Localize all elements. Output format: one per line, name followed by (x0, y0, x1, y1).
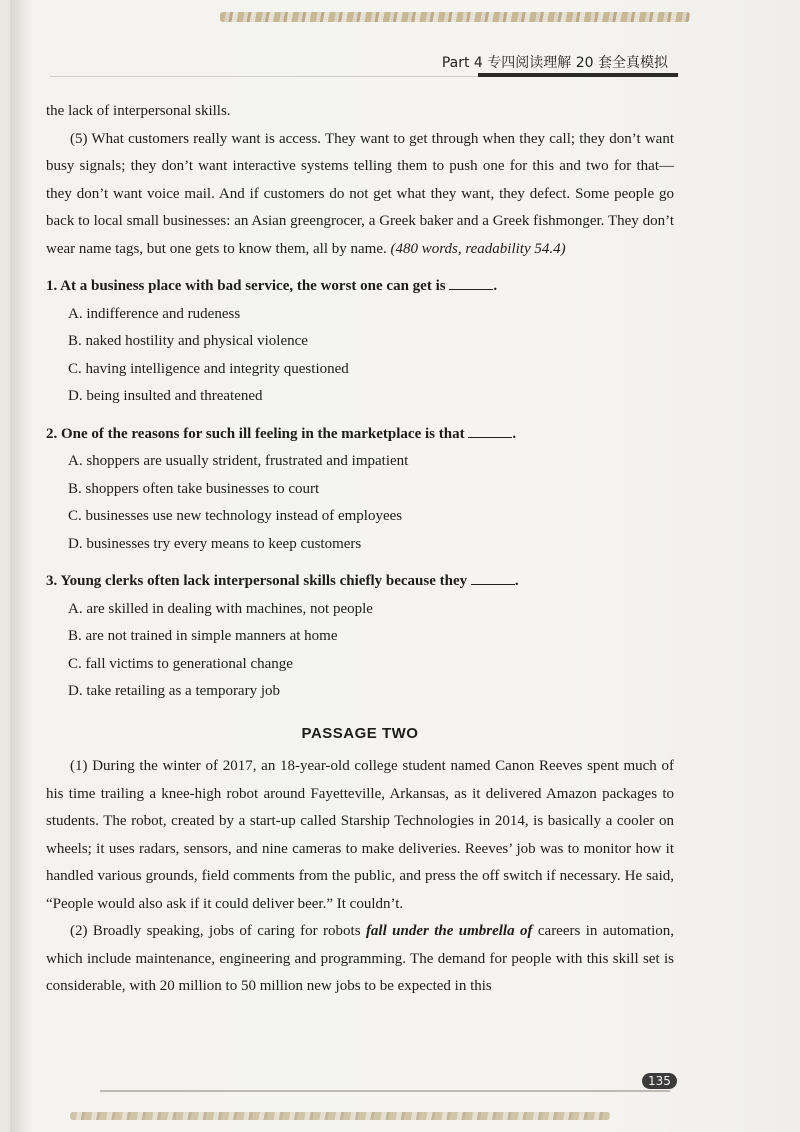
option-d: D. take retailing as a temporary job (68, 683, 281, 699)
option-a: A. are skilled in dealing with machines, not people (68, 600, 373, 617)
question-3 (46, 568, 674, 706)
answer-blank (471, 570, 515, 585)
header-rule-thin (50, 76, 478, 77)
option-d: D. being insulted and threatened (68, 388, 263, 404)
option-a: A. indifference and rudeness (68, 305, 241, 322)
option-c: C. fall victims to generational change (68, 655, 293, 672)
option-b: B. shoppers often take businesses to court (68, 480, 320, 497)
running-header: Part 4 专四阅读理解 20 套全真模拟 (441, 55, 668, 71)
option-b: B. are not trained in simple manners at home (68, 628, 338, 644)
question-stem: 2. One of the reasons for such ill feeling in the marketplace is that . (46, 421, 674, 449)
question-2 (46, 421, 674, 559)
answer-blank (449, 275, 493, 290)
emphasized-phrase: fall under the umbrella of (365, 923, 533, 939)
footer-rule (100, 1090, 670, 1092)
page-number: 135 (642, 1073, 677, 1089)
option-b: B. naked hostility and physical violence (68, 333, 308, 349)
header-rule (478, 73, 678, 77)
paragraph-5-text: (5) What customers really want is access. They want to get through when they call; they don’t want busy signals; they don’t want interactive systems telling them to push one for this and two for that—they don’t want voice mail. And if customers do not get what they want, they defect. Some people go back to local small businesses: an Asian greengrocer, a Greek baker and a Greek fishmonger. They don’t wear name tags, but one gets to know them, all by name. (46, 130, 674, 257)
option-d: D. businesses try every means to keep customers (68, 535, 362, 552)
answer-blank (468, 423, 512, 438)
passage-one-paragraph-5 (46, 126, 674, 264)
book-page (10, 0, 800, 1132)
page-content (46, 98, 674, 1001)
option-c: C. having intelligence and integrity questioned (68, 360, 349, 377)
passage-two-title: PASSAGE TWO (301, 724, 419, 742)
top-edge-decoration (220, 12, 690, 22)
word-count-note: (480 words, readability 54.4) (390, 240, 566, 257)
bottom-edge-decoration (70, 1112, 610, 1120)
option-a: A. shoppers are usually strident, frustrated and impatient (68, 453, 409, 469)
option-c: C. businesses use new technology instead of employees (68, 508, 403, 524)
passage-two-paragraph-2: (2) Broadly speaking, jobs of caring for robots fall under the umbrella of careers in automation, which include maintenance, engineering and programming. The demand for people with this skill set is considerable, with 20 million to 50 million new jobs to be expected in this (46, 923, 675, 994)
question-stem: 1. At a business place with bad service, the worst one can get is . (46, 273, 674, 301)
passage-one-tail-line: the lack of interpersonal skills. (46, 103, 231, 119)
question-stem: 3. Young clerks often lack interpersonal skills chiefly because they . (46, 568, 674, 596)
passage-two-paragraph-1: (1) During the winter of 2017, an 18-year-old college student named Canon Reeves spent much of his time trailing a knee-high robot around Fayetteville, Arkansas, as it delivered Amazon packages to students. The robot, created by a start-up called Starship Technologies in 2014, is basically a cooler on wheels; it uses radars, sensors, and nine cameras to make deliveries. Reeves’ job was to monitor how it handled various grounds, field comments from the public, and press the off switch if necessary. He said, “People would also ask if it could deliver beer.” It couldn’t. (46, 758, 674, 912)
question-1 (46, 273, 674, 411)
